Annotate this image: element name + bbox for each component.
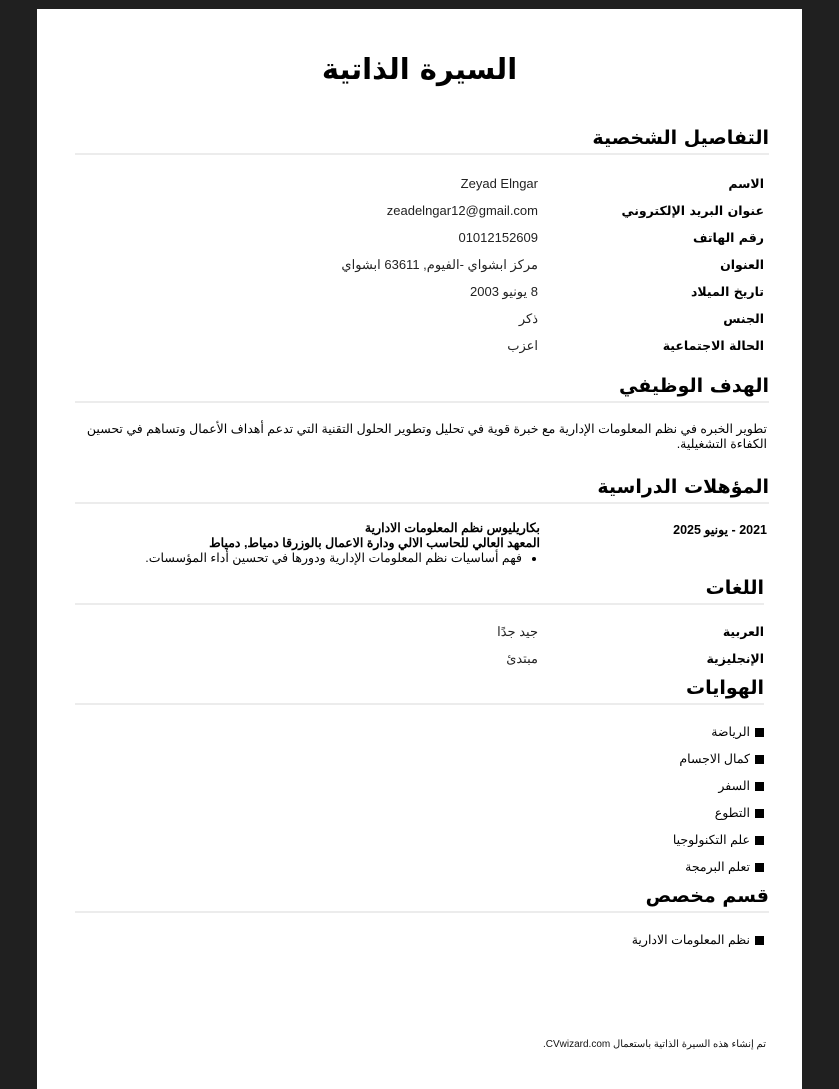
field-value: 01012152609	[458, 230, 538, 245]
hobby-label: السفر	[718, 779, 750, 793]
personal-row-phone	[75, 228, 764, 248]
section-heading-objective: الهدف الوظيفي	[75, 373, 769, 403]
field-label: رقم الهاتف	[692, 230, 764, 245]
page-title: السيرة الذاتية	[321, 52, 518, 86]
language-name: العربية	[722, 624, 764, 639]
field-value: zeadelngar12@gmail.com	[386, 203, 538, 218]
footer-note: تم إنشاء هذه السيرة الذاتية باستعمال CVwizard.com.	[542, 1039, 766, 1050]
hobby-label: تعلم البرمجة	[685, 860, 750, 874]
section-heading-hobbies: الهوايات	[75, 675, 764, 705]
education-school: المعهد العالي للحاسب الالي ودارة الاعمال بالوزرقا دمياط, دمياط	[209, 536, 540, 550]
square-bullet-icon	[755, 836, 764, 845]
hobby-item	[711, 723, 764, 741]
section-heading-custom: قسم مخصص	[75, 883, 769, 913]
hobby-label: الرياضة	[711, 725, 750, 739]
personal-row-gender	[75, 309, 764, 329]
square-bullet-icon	[755, 936, 764, 945]
field-label: الجنس	[723, 311, 764, 326]
education-bullet: • فهم أساسيات نظم المعلومات الإدارية ودورها في تحسين أداء المؤسسات.	[120, 551, 522, 566]
language-row-english	[75, 649, 764, 669]
resume-page	[37, 9, 802, 1089]
square-bullet-icon	[755, 728, 764, 737]
square-bullet-icon	[755, 782, 764, 791]
hobby-item	[679, 750, 764, 768]
section-heading-languages: اللغات	[75, 575, 764, 605]
personal-row-email	[75, 201, 764, 221]
square-bullet-icon	[755, 755, 764, 764]
education-entry	[120, 521, 540, 566]
personal-row-marital-status	[75, 336, 764, 356]
field-label: العنوان	[720, 257, 764, 272]
field-label: الاسم	[728, 176, 764, 191]
hobby-label: كمال الاجسام	[679, 752, 750, 766]
field-label: عنوان البريد الإلكتروني	[621, 203, 764, 218]
field-value: مركز ابشواي -الفيوم, 63611 ابشواي	[341, 257, 538, 272]
section-heading-education: المؤهلات الدراسية	[75, 474, 769, 504]
language-row-arabic	[75, 622, 764, 642]
language-level: جيد جدًا	[497, 624, 538, 639]
custom-item-label: نظم المعلومات الادارية	[631, 933, 750, 947]
custom-item	[632, 931, 764, 949]
hobby-item	[673, 831, 764, 849]
field-label: الحالة الاجتماعية	[662, 338, 764, 353]
hobby-label: علم التكنولوجيا	[672, 833, 750, 847]
section-heading-personal: التفاصيل الشخصية	[75, 125, 769, 155]
hobby-item	[685, 858, 764, 876]
hobby-item	[718, 777, 764, 795]
objective-text: تطوير الخبره في نظم المعلومات الإدارية مع خبرة قوية في تحليل وتطوير الحلول التقنية التي تدعم أهداف الأعمال وتساهم في تحسين الكفاءة التشغيلية.	[86, 422, 767, 451]
language-level: مبتدئ	[506, 651, 538, 666]
personal-row-name	[75, 174, 764, 194]
education-degree: بكاريليوس نظم المعلومات الادارية	[364, 521, 540, 535]
personal-row-birthdate	[75, 282, 764, 302]
square-bullet-icon	[755, 863, 764, 872]
hobby-label: التطوع	[714, 806, 750, 820]
field-value: Zeyad Elngar	[460, 176, 538, 191]
field-value: 8 يونيو 2003	[470, 284, 538, 299]
field-value: ذكر	[518, 311, 538, 326]
education-date: 2021 - يونيو 2025	[673, 523, 767, 537]
hobby-item	[715, 804, 764, 822]
field-value: اعزب	[507, 338, 538, 353]
education-bullets	[120, 551, 540, 566]
personal-row-address	[75, 255, 764, 275]
field-label: تاريخ الميلاد	[690, 284, 764, 299]
language-name: الإنجليزية	[706, 651, 764, 666]
square-bullet-icon	[755, 809, 764, 818]
